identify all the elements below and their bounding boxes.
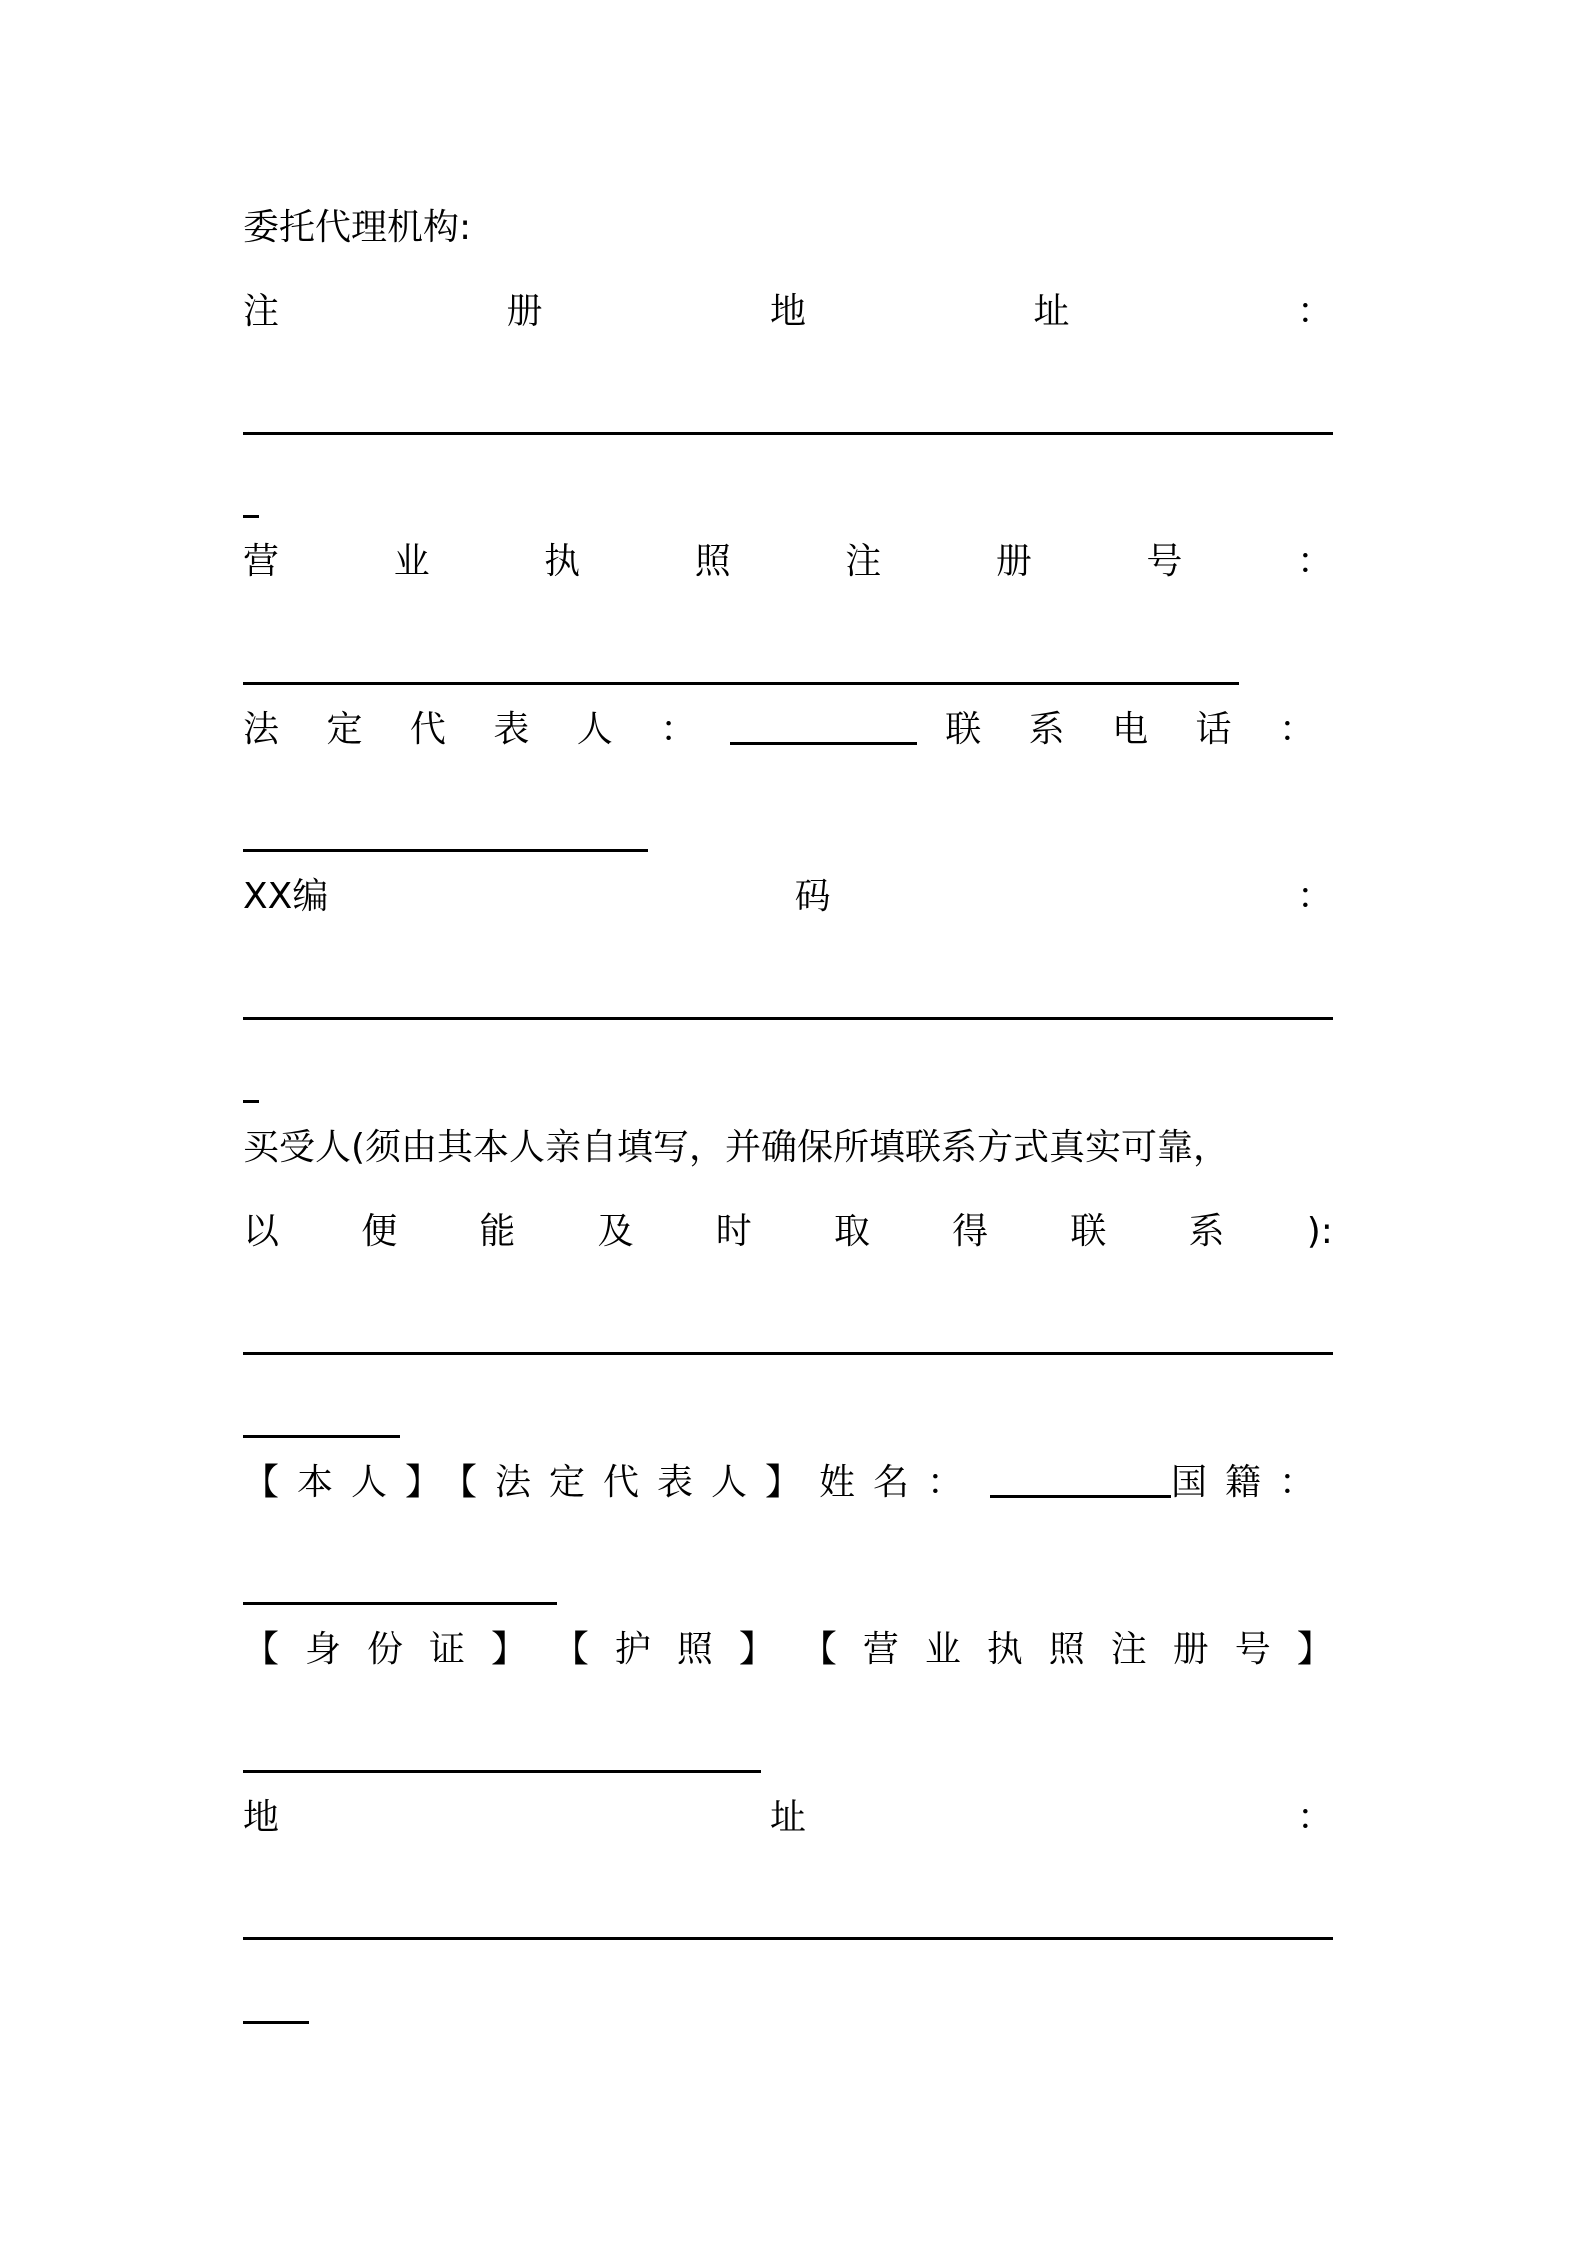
label-char: XX编 bbox=[243, 876, 329, 917]
registered-address-label bbox=[243, 287, 1333, 337]
label-char: 注 bbox=[845, 541, 882, 582]
label-char: 】 bbox=[738, 1629, 775, 1670]
label-char: 址 bbox=[769, 1797, 806, 1838]
contact-phone-field[interactable] bbox=[243, 812, 1333, 862]
label-char: 护 bbox=[614, 1629, 651, 1670]
fill-line bbox=[243, 1435, 400, 1438]
buyer-intro bbox=[243, 1123, 1333, 1173]
buyer-address-label bbox=[243, 1793, 1333, 1843]
label-char: 册 bbox=[995, 541, 1032, 582]
label-char: ： bbox=[1296, 876, 1333, 917]
buyer-name-field[interactable] bbox=[990, 1495, 1171, 1498]
label-char: 照 bbox=[1048, 1629, 1085, 1670]
label-char: 【 bbox=[552, 1629, 589, 1670]
label-char: 证 bbox=[428, 1629, 465, 1670]
label-char: 营 bbox=[243, 541, 280, 582]
label-char: ： bbox=[1296, 291, 1333, 332]
buyer-intro-text: 买受人(须由其本人亲自填写，并确保所填联系方式真实可靠， bbox=[243, 1127, 1230, 1168]
label-char: ： bbox=[1296, 541, 1333, 582]
buyer-field-cont bbox=[243, 1398, 1333, 1448]
fill-line bbox=[243, 1017, 1333, 1020]
nationality-field[interactable] bbox=[243, 1565, 1333, 1615]
label-char: 系 bbox=[1188, 1211, 1225, 1252]
label-char: 地 bbox=[769, 291, 806, 332]
code-label bbox=[243, 872, 1333, 922]
agency-title-text: 委托代理机构: bbox=[243, 207, 472, 248]
buyer-name-row bbox=[243, 1458, 1333, 1508]
label-char: 时 bbox=[715, 1211, 752, 1252]
label-char: 号 bbox=[1146, 541, 1183, 582]
label-char: 得 bbox=[952, 1211, 989, 1252]
label-char: 册 bbox=[1172, 1629, 1209, 1670]
agency-title bbox=[243, 203, 1333, 253]
label-char: 号 bbox=[1234, 1629, 1271, 1670]
label-char: 取 bbox=[833, 1211, 870, 1252]
label-char: 份 bbox=[366, 1629, 403, 1670]
label-char: 册 bbox=[506, 291, 543, 332]
fill-line bbox=[243, 1770, 761, 1773]
label-char: 注 bbox=[1110, 1629, 1147, 1670]
label-char: 地 bbox=[243, 1797, 280, 1838]
id-number-field[interactable] bbox=[243, 1733, 1333, 1783]
id-type-row bbox=[243, 1625, 1333, 1675]
label-char: 】 bbox=[1296, 1629, 1333, 1670]
label-char: 【 bbox=[800, 1629, 837, 1670]
fill-line bbox=[243, 2021, 309, 2024]
buyer-intro-cont bbox=[243, 1207, 1333, 1257]
label-char: 码 bbox=[794, 876, 831, 917]
label-char: 照 bbox=[694, 541, 731, 582]
legal-rep-row bbox=[243, 705, 1333, 755]
label-char: 及 bbox=[597, 1211, 634, 1252]
label-char: 身 bbox=[304, 1629, 341, 1670]
fill-line bbox=[243, 1352, 1333, 1355]
label-char: 联 bbox=[1070, 1211, 1107, 1252]
fill-line bbox=[243, 1100, 259, 1103]
fill-line bbox=[243, 515, 259, 518]
fill-line bbox=[243, 432, 1333, 435]
label-char: ): bbox=[1306, 1211, 1333, 1252]
fill-line bbox=[243, 1602, 557, 1605]
fill-line bbox=[243, 682, 1239, 685]
label-char: 执 bbox=[544, 541, 581, 582]
label-char: 【 bbox=[243, 1629, 280, 1670]
legal-rep-field[interactable] bbox=[730, 742, 917, 745]
nationality-label: 国籍： bbox=[1170, 1462, 1333, 1503]
legal-rep-label: 法 定 代 表 人 ： bbox=[243, 709, 715, 750]
business-license-field[interactable] bbox=[243, 645, 1333, 695]
label-char: 业 bbox=[924, 1629, 961, 1670]
fill-line bbox=[243, 1937, 1333, 1940]
code-field[interactable] bbox=[243, 980, 1333, 1030]
label-char: 照 bbox=[676, 1629, 713, 1670]
label-char: 便 bbox=[361, 1211, 398, 1252]
buyer-name-label: 【本人】【法定代表人】姓名： bbox=[243, 1462, 982, 1503]
buyer-address-field-cont bbox=[243, 1984, 1333, 2034]
code-field-cont bbox=[243, 1063, 1333, 1113]
label-char: 注 bbox=[243, 291, 280, 332]
registered-address-field-cont bbox=[243, 478, 1333, 528]
registered-address-field[interactable] bbox=[243, 395, 1333, 445]
buyer-field[interactable] bbox=[243, 1315, 1333, 1365]
contact-phone-label: 联 系 电 话 ： bbox=[945, 709, 1333, 750]
label-char: 址 bbox=[1033, 291, 1070, 332]
fill-line bbox=[243, 849, 648, 852]
buyer-address-field[interactable] bbox=[243, 1900, 1333, 1950]
label-char: 营 bbox=[862, 1629, 899, 1670]
label-char: 执 bbox=[986, 1629, 1023, 1670]
label-char: ： bbox=[1296, 1797, 1333, 1838]
label-char: 业 bbox=[393, 541, 430, 582]
label-char: 能 bbox=[479, 1211, 516, 1252]
business-license-label bbox=[243, 537, 1333, 587]
label-char: 以 bbox=[243, 1211, 280, 1252]
label-char: 】 bbox=[490, 1629, 527, 1670]
